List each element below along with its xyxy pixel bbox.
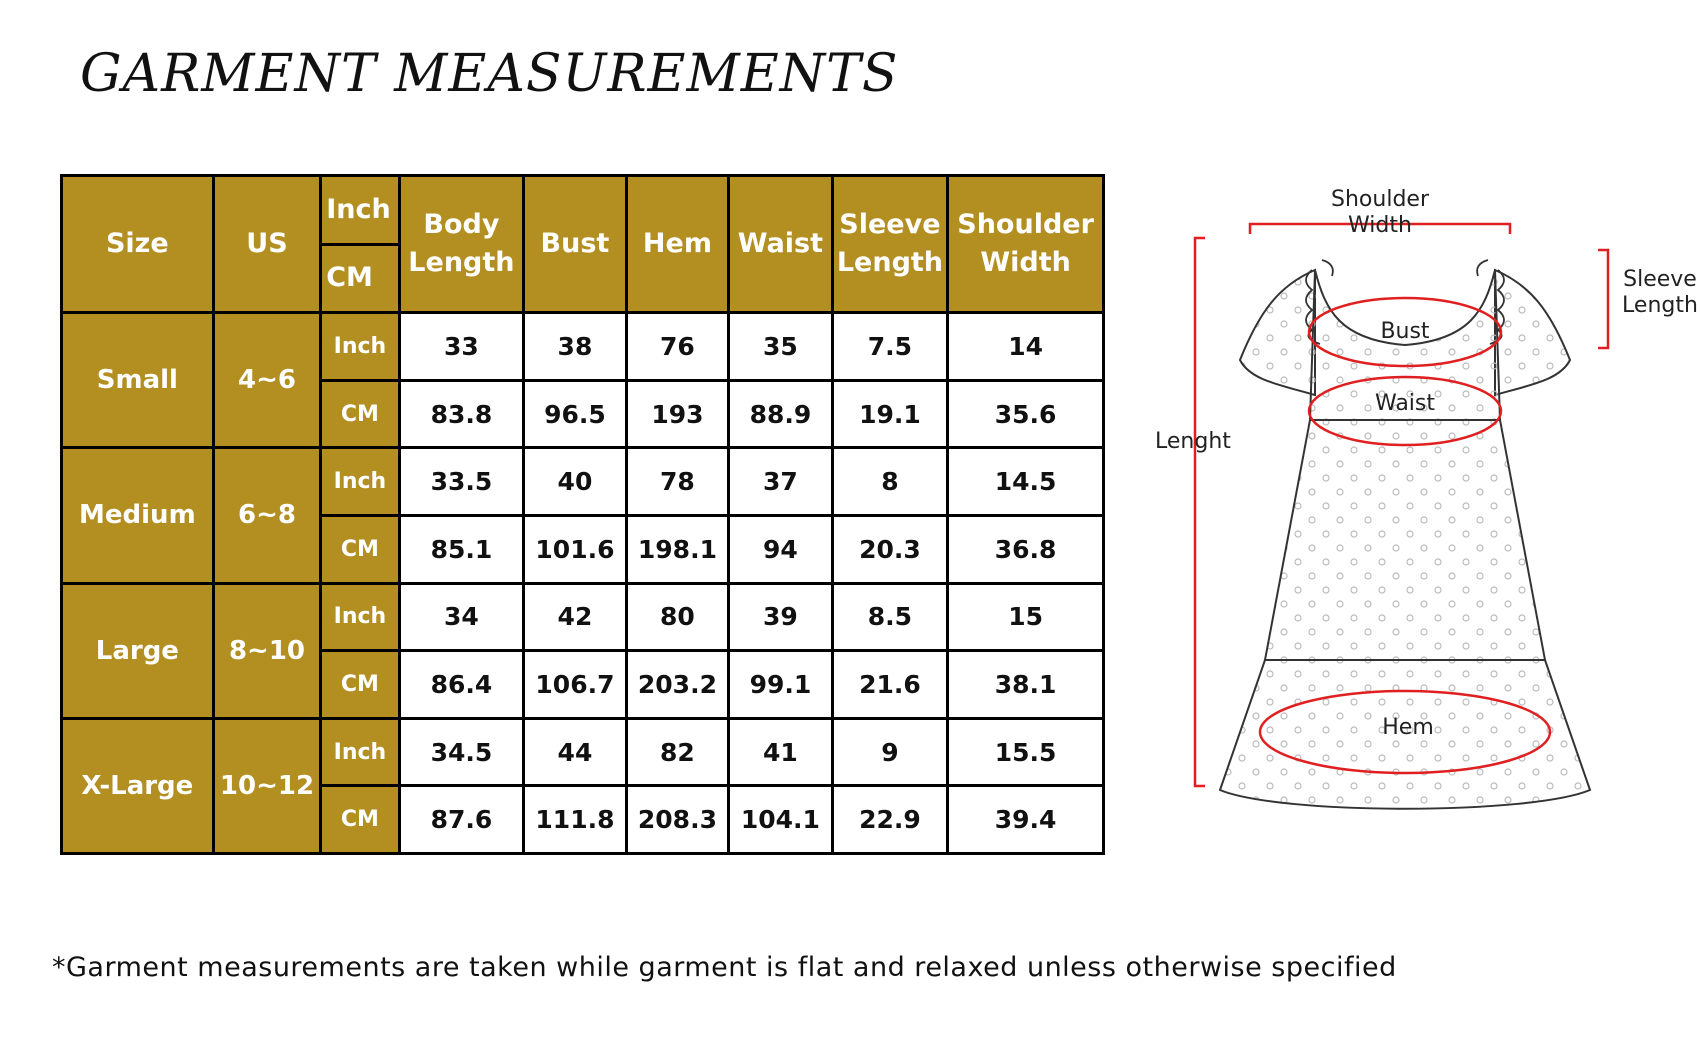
table-cell: 208.3 [626,786,728,854]
header-unit [321,176,399,313]
table-cell: 33 [399,313,524,381]
us-size-cell: 4~6 [213,313,321,448]
table-row [62,583,1104,651]
us-size-cell: 8~10 [213,583,321,718]
table-cell: 33.5 [399,448,524,516]
table-cell: 35 [729,313,832,381]
table-cell: 15 [948,583,1104,651]
label-sleeve-length: Sleeve [1623,267,1697,292]
table-cell: 22.9 [832,786,948,854]
table-cell: 87.6 [399,786,524,854]
table-row [62,313,1104,381]
header-bust: Bust [524,176,626,313]
label-length: Lenght [1155,429,1231,454]
table-cell: 14 [948,313,1104,381]
table-cell: 42 [524,583,626,651]
table-cell: 39.4 [948,786,1104,854]
size-cell: Small [62,313,214,448]
table-cell: 41 [729,718,832,786]
table-cell: 35.6 [948,380,1104,448]
table-cell: 37 [729,448,832,516]
size-chart-table [60,174,1105,855]
unit-cell: CM [321,786,399,854]
table-cell: 14.5 [948,448,1104,516]
table-cell: 86.4 [399,651,524,719]
header-size: Size [62,176,214,313]
header-waist: Waist [729,176,832,313]
table-cell: 76 [626,313,728,381]
size-cell: Medium [62,448,214,583]
table-cell: 193 [626,380,728,448]
table-cell: 80 [626,583,728,651]
table-cell: 34 [399,583,524,651]
table-cell: 40 [524,448,626,516]
table-cell: 39 [729,583,832,651]
unit-cell: Inch [321,583,399,651]
table-cell: 104.1 [729,786,832,854]
table-cell: 8 [832,448,948,516]
size-cell: Large [62,583,214,718]
table-cell: 94 [729,515,832,583]
table-cell: 36.8 [948,515,1104,583]
header-unit-cm: CM [326,262,373,294]
unit-cell: CM [321,515,399,583]
header-unit-inch: Inch [322,178,397,246]
table-cell: 34.5 [399,718,524,786]
table-cell: 9 [832,718,948,786]
table-cell: 198.1 [626,515,728,583]
table-cell: 101.6 [524,515,626,583]
page-title: GARMENT MEASUREMENTS [80,44,899,104]
label-shoulder-width-line2: Width [1348,213,1412,238]
header-us: US [213,176,321,313]
label-shoulder-width: Shoulder [1331,187,1429,212]
table-cell: 38.1 [948,651,1104,719]
label-bust: Bust [1380,319,1430,344]
table-cell: 8.5 [832,583,948,651]
size-cell: X-Large [62,718,214,853]
table-cell: 38 [524,313,626,381]
table-cell: 85.1 [399,515,524,583]
unit-cell: Inch [321,718,399,786]
label-hem: Hem [1382,715,1434,740]
unit-cell: Inch [321,448,399,516]
header-shoulder-width: Shoulder Width [948,176,1104,313]
table-cell: 21.6 [832,651,948,719]
header-body-length: Body Length [399,176,524,313]
table-cell: 44 [524,718,626,786]
dress-measurement-diagram [1150,187,1698,870]
us-size-cell: 6~8 [213,448,321,583]
table-cell: 7.5 [832,313,948,381]
us-size-cell: 10~12 [213,718,321,853]
table-cell: 20.3 [832,515,948,583]
footnote: *Garment measurements are taken while garment is flat and relaxed unless otherwise specified [52,952,1397,983]
unit-cell: CM [321,380,399,448]
table-cell: 96.5 [524,380,626,448]
table-cell: 15.5 [948,718,1104,786]
label-waist: Waist [1374,391,1436,416]
table-cell: 78 [626,448,728,516]
table-cell: 111.8 [524,786,626,854]
table-cell: 82 [626,718,728,786]
table-cell: 203.2 [626,651,728,719]
table-row [62,448,1104,516]
table-cell: 106.7 [524,651,626,719]
table-cell: 99.1 [729,651,832,719]
header-row [62,176,1104,313]
unit-cell: Inch [321,313,399,381]
header-sleeve-length: Sleeve Length [832,176,948,313]
label-sleeve-length-line2: Length [1622,293,1698,318]
table-row [62,718,1104,786]
table-cell: 83.8 [399,380,524,448]
unit-cell: CM [321,651,399,719]
table-cell: 88.9 [729,380,832,448]
header-hem: Hem [626,176,728,313]
table-cell: 19.1 [832,380,948,448]
